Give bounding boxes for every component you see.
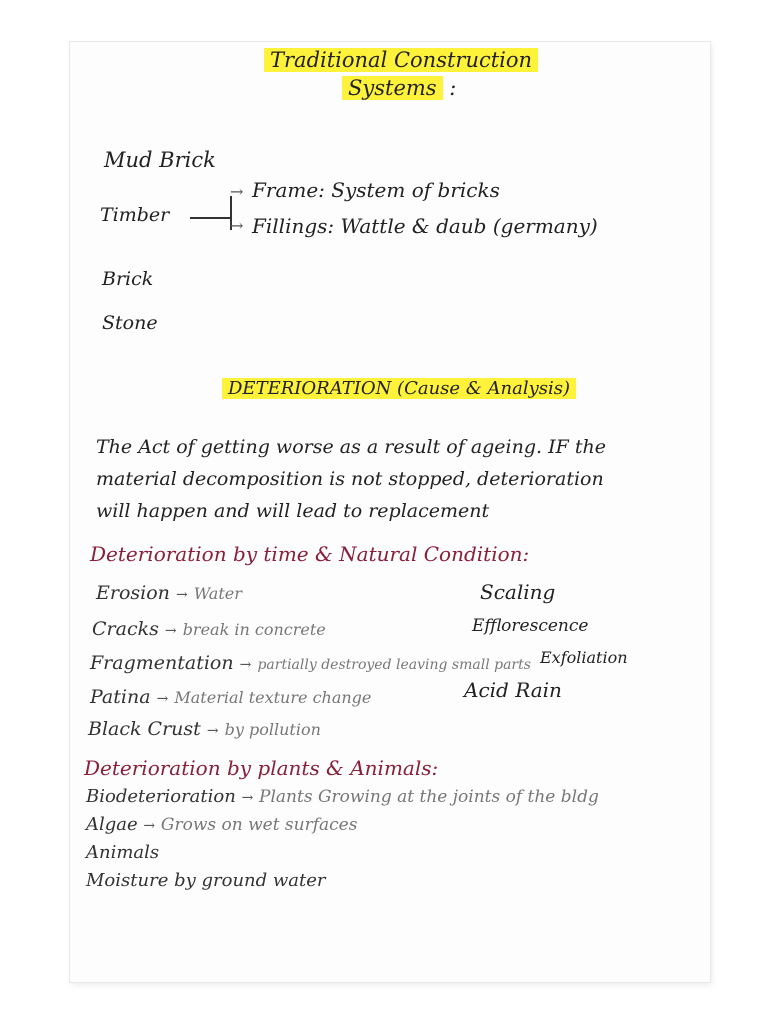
mud-brick: Mud Brick [104,148,216,172]
efflorescence: Efflorescence [472,616,589,636]
natural-note: by pollution [224,720,321,739]
natural-item [92,618,326,640]
plants-item [86,814,357,835]
plants-item [86,786,599,807]
title-line-2-wrap [342,76,456,100]
title-colon: : [449,76,457,100]
plants-term: Biodeterioration [86,786,236,807]
arrow-right-icon: → [230,182,244,201]
plants-term: Animals [86,842,160,863]
fillings-item: Fillings: Wattle & daub (germany) [252,214,598,238]
natural-term: Black Crust [88,718,201,740]
natural-item [88,718,321,740]
exfoliation: Exfoliation [540,648,628,667]
natural-term: Cracks [92,618,159,640]
arrow-right-icon: → [175,587,188,603]
plants-item [86,842,159,863]
acid-rain: Acid Rain [464,678,562,702]
stone: Stone [102,312,158,334]
arrow-right-icon: → [164,623,177,639]
natural-term: Patina [90,686,151,708]
arrow-right-icon: → [143,818,156,834]
arrow-right-icon: → [239,657,252,673]
plants-term: Moisture by ground water [86,870,326,891]
natural-item [96,582,242,604]
arrow-right-icon: → [230,216,244,235]
natural-term: Fragmentation [90,652,234,674]
natural-note: Material texture change [174,688,372,707]
plants-note: Plants Growing at the joints of the bldg [259,787,599,807]
natural-note: partially destroyed leaving small parts [257,657,531,673]
definition-line-1: The Act of getting worse as a result of ageing. IF the [96,436,606,458]
plants-note: Grows on wet surfaces [160,815,358,835]
plants-heading: Deterioration by plants & Animals: [84,756,439,780]
brick: Brick [102,268,154,290]
arrow-right-icon: → [156,691,169,707]
natural-item [90,652,531,674]
natural-note: break in concrete [182,620,326,639]
natural-term: Erosion [96,582,170,604]
natural-item [90,686,371,708]
arrow-right-icon: → [206,723,219,739]
plants-item [86,870,326,891]
timber: Timber [100,204,170,226]
title-line-2: Systems [342,76,443,100]
timber-branch-line [190,217,230,219]
definition-line-3: will happen and will lead to replacement [96,500,490,522]
frame-item: Frame: System of bricks [252,178,500,202]
title-line-1: Traditional Construction [264,48,538,72]
natural-heading: Deterioration by time & Natural Condition: [90,542,530,566]
scaling: Scaling [480,580,556,604]
plants-term: Algae [86,814,138,835]
deterioration-heading: DETERIORATION (Cause & Analysis) [222,378,576,399]
definition-line-2: material decomposition is not stopped, deterioration [96,468,604,490]
natural-note: Water [193,584,242,603]
arrow-right-icon: → [241,790,254,806]
